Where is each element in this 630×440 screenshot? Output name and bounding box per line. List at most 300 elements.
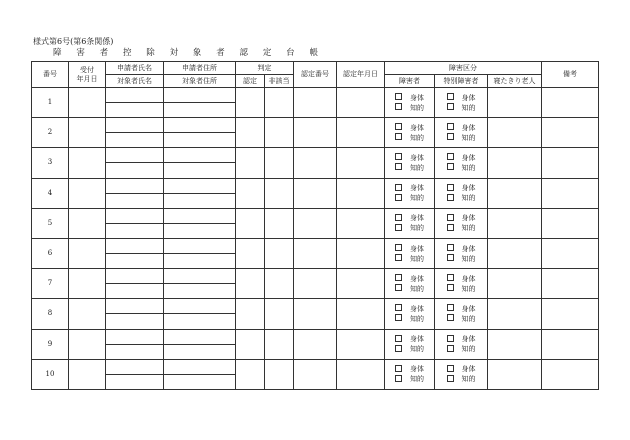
checkbox-square-icon[interactable]	[447, 214, 454, 221]
certified-cell[interactable]	[236, 329, 265, 359]
cert-number-cell[interactable]	[294, 148, 337, 178]
subject-name-field[interactable]	[106, 163, 163, 177]
checkbox-intellectual[interactable]	[435, 284, 487, 294]
header-subject-name: 対象者氏名	[106, 75, 164, 88]
not-applicable-cell[interactable]	[265, 269, 294, 299]
subject-address-field[interactable]	[164, 254, 235, 268]
cert-number-cell[interactable]	[294, 299, 337, 329]
name-cell	[106, 148, 164, 178]
row-number: 7	[32, 269, 69, 299]
subject-name-field[interactable]	[106, 375, 163, 389]
row-number: 9	[32, 329, 69, 359]
checkbox-label: 知的	[461, 163, 476, 172]
checkbox-label: 身体	[461, 214, 476, 223]
table-row	[32, 148, 599, 178]
header-applicant-name: 申請者氏名	[106, 62, 164, 75]
title-char: 者	[216, 48, 225, 58]
cert-number-cell[interactable]	[294, 208, 337, 238]
name-cell	[106, 208, 164, 238]
header-disability-class: 障害区分	[385, 62, 542, 75]
checkbox-intellectual[interactable]	[385, 314, 434, 324]
checkbox-physical[interactable]	[385, 304, 434, 314]
applicant-address-field[interactable]	[164, 179, 235, 194]
applicant-address-field[interactable]	[164, 88, 235, 103]
cert-date-cell[interactable]	[337, 359, 385, 389]
address-cell	[164, 269, 236, 299]
checkbox-label: 身体	[410, 214, 424, 223]
subject-address-field[interactable]	[164, 163, 235, 177]
checkbox-physical[interactable]	[435, 123, 487, 133]
name-cell	[106, 238, 164, 268]
applicant-name-field[interactable]	[106, 269, 163, 284]
checkbox-square-icon[interactable]	[395, 365, 402, 372]
title-char: 認	[239, 48, 249, 58]
bedridden-cell[interactable]	[488, 208, 542, 238]
applicant-name-field[interactable]	[106, 179, 163, 194]
certified-cell[interactable]	[236, 359, 265, 389]
header-bedridden: 寝たきり老人	[488, 75, 542, 88]
applicant-name-field[interactable]	[106, 148, 163, 163]
address-cell	[164, 299, 236, 329]
checkbox-square-icon[interactable]	[447, 163, 454, 170]
address-cell	[164, 208, 236, 238]
name-cell	[106, 299, 164, 329]
row-number: 2	[32, 118, 69, 148]
subject-name-field[interactable]	[106, 103, 163, 117]
checkbox-square-icon[interactable]	[395, 184, 402, 191]
cert-date-cell[interactable]	[337, 299, 385, 329]
cert-date-cell[interactable]	[337, 88, 385, 118]
checkbox-square-icon[interactable]	[447, 345, 454, 352]
checkbox-label: 身体	[410, 244, 424, 253]
checkbox-square-icon[interactable]	[447, 194, 454, 201]
row-number: 1	[32, 88, 69, 118]
checkbox-label: 知的	[410, 314, 424, 323]
checkbox-label: 知的	[410, 375, 424, 384]
subject-address-field[interactable]	[164, 345, 235, 359]
row-number: 5	[32, 208, 69, 238]
checkbox-label: 身体	[410, 335, 424, 344]
not-applicable-cell[interactable]	[265, 238, 294, 268]
received-date-cell[interactable]	[69, 178, 106, 208]
subject-address-field[interactable]	[164, 133, 235, 147]
received-date-cell[interactable]	[69, 269, 106, 299]
checkbox-square-icon[interactable]	[395, 335, 402, 342]
checkbox-intellectual[interactable]	[435, 103, 487, 113]
checkbox-square-icon[interactable]	[395, 194, 402, 201]
remarks-cell[interactable]	[542, 329, 599, 359]
subject-name-field[interactable]	[106, 345, 163, 359]
subject-name-field[interactable]	[106, 194, 163, 208]
checkbox-square-icon[interactable]	[447, 254, 454, 261]
subject-address-field[interactable]	[164, 103, 235, 117]
received-date-cell[interactable]	[69, 208, 106, 238]
table-row	[32, 208, 599, 238]
special-disabled-check-cell	[435, 299, 488, 329]
checkbox-square-icon[interactable]	[447, 153, 454, 160]
subject-address-field[interactable]	[164, 314, 235, 328]
checkbox-intellectual[interactable]	[435, 223, 487, 233]
checkbox-physical[interactable]	[385, 213, 434, 223]
checkbox-square-icon[interactable]	[447, 93, 454, 100]
checkbox-label: 知的	[410, 284, 424, 293]
cert-date-cell[interactable]	[337, 269, 385, 299]
header-number: 番号	[32, 62, 69, 88]
checkbox-square-icon[interactable]	[395, 254, 402, 261]
table-row	[32, 118, 599, 148]
subject-name-field[interactable]	[106, 314, 163, 328]
checkbox-intellectual[interactable]	[435, 314, 487, 324]
name-cell	[106, 118, 164, 148]
checkbox-label: 身体	[461, 335, 476, 344]
applicant-name-field[interactable]	[106, 239, 163, 254]
subject-name-field[interactable]	[106, 224, 163, 238]
table-row	[32, 329, 599, 359]
checkbox-intellectual[interactable]	[435, 374, 487, 384]
checkbox-intellectual[interactable]	[435, 133, 487, 143]
name-cell	[106, 269, 164, 299]
address-cell	[164, 329, 236, 359]
special-disabled-check-cell	[435, 208, 488, 238]
checkbox-label: 知的	[461, 375, 476, 384]
checkbox-label: 身体	[410, 123, 424, 132]
checkbox-square-icon[interactable]	[395, 284, 402, 291]
checkbox-physical[interactable]	[385, 274, 434, 284]
received-date-cell[interactable]	[69, 329, 106, 359]
checkbox-square-icon[interactable]	[395, 93, 402, 100]
cert-number-cell[interactable]	[294, 178, 337, 208]
table-row	[32, 178, 599, 208]
checkbox-physical[interactable]	[385, 244, 434, 254]
checkbox-square-icon[interactable]	[447, 304, 454, 311]
checkbox-square-icon[interactable]	[395, 345, 402, 352]
remarks-cell[interactable]	[542, 238, 599, 268]
checkbox-square-icon[interactable]	[447, 133, 454, 140]
cert-date-cell[interactable]	[337, 329, 385, 359]
checkbox-label: 身体	[461, 244, 476, 253]
checkbox-physical[interactable]	[435, 153, 487, 163]
row-number: 4	[32, 178, 69, 208]
name-cell	[106, 178, 164, 208]
special-disabled-check-cell	[435, 148, 488, 178]
applicant-address-field[interactable]	[164, 269, 235, 284]
checkbox-label: 知的	[410, 103, 424, 112]
received-date-cell[interactable]	[69, 299, 106, 329]
checkbox-physical[interactable]	[435, 304, 487, 314]
checkbox-label: 身体	[410, 274, 424, 283]
ledger-table	[31, 61, 599, 390]
checkbox-label: 知的	[410, 163, 424, 172]
not-applicable-cell[interactable]	[265, 359, 294, 389]
checkbox-label: 知的	[461, 314, 476, 323]
subject-name-field[interactable]	[106, 284, 163, 298]
remarks-cell[interactable]	[542, 178, 599, 208]
title-char: 帳	[309, 48, 318, 58]
cert-number-cell[interactable]	[294, 238, 337, 268]
checkbox-intellectual[interactable]	[435, 254, 487, 264]
received-date-cell[interactable]	[69, 88, 106, 118]
cert-number-cell[interactable]	[294, 118, 337, 148]
subject-address-field[interactable]	[164, 375, 235, 389]
name-cell	[106, 329, 164, 359]
checkbox-square-icon[interactable]	[395, 103, 402, 110]
not-applicable-cell[interactable]	[265, 148, 294, 178]
disabled-check-cell	[385, 329, 435, 359]
cert-date-cell[interactable]	[337, 208, 385, 238]
applicant-name-field[interactable]	[106, 330, 163, 345]
checkbox-square-icon[interactable]	[395, 133, 402, 140]
special-disabled-check-cell	[435, 329, 488, 359]
checkbox-label: 知的	[461, 103, 476, 112]
certified-cell[interactable]	[236, 148, 265, 178]
certified-cell[interactable]	[236, 238, 265, 268]
bedridden-cell[interactable]	[488, 178, 542, 208]
remarks-cell[interactable]	[542, 148, 599, 178]
checkbox-label: 知的	[461, 133, 476, 142]
table-row	[32, 238, 599, 268]
certified-cell[interactable]	[236, 178, 265, 208]
checkbox-intellectual[interactable]	[385, 163, 434, 173]
checkbox-physical[interactable]	[385, 153, 434, 163]
bedridden-cell[interactable]	[488, 148, 542, 178]
not-applicable-cell[interactable]	[265, 118, 294, 148]
certified-cell[interactable]	[236, 299, 265, 329]
checkbox-label: 知的	[410, 194, 424, 203]
table-row	[32, 299, 599, 329]
checkbox-label: 身体	[461, 123, 476, 132]
checkbox-physical[interactable]	[385, 183, 434, 193]
checkbox-label: 身体	[410, 365, 424, 374]
checkbox-intellectual[interactable]	[435, 344, 487, 354]
title-char: 障	[53, 48, 62, 58]
checkbox-label: 知的	[461, 194, 476, 203]
checkbox-intellectual[interactable]	[435, 163, 487, 173]
checkbox-label: 知的	[461, 254, 476, 263]
header-remarks: 備考	[542, 62, 599, 88]
cert-date-cell[interactable]	[337, 238, 385, 268]
bedridden-cell[interactable]	[488, 88, 542, 118]
checkbox-label: 身体	[461, 153, 476, 162]
checkbox-square-icon[interactable]	[395, 163, 402, 170]
checkbox-label: 身体	[461, 93, 476, 102]
address-cell	[164, 88, 236, 118]
certified-cell[interactable]	[236, 208, 265, 238]
checkbox-label: 知的	[461, 345, 476, 354]
checkbox-label: 身体	[410, 93, 424, 102]
applicant-address-field[interactable]	[164, 360, 235, 375]
not-applicable-cell[interactable]	[265, 88, 294, 118]
subject-name-field[interactable]	[106, 133, 163, 147]
header-certified: 認定	[236, 75, 265, 88]
address-cell	[164, 148, 236, 178]
remarks-cell[interactable]	[542, 118, 599, 148]
checkbox-square-icon[interactable]	[447, 224, 454, 231]
cert-number-cell[interactable]	[294, 359, 337, 389]
checkbox-square-icon[interactable]	[447, 123, 454, 130]
received-date-cell[interactable]	[69, 238, 106, 268]
checkbox-square-icon[interactable]	[395, 224, 402, 231]
checkbox-label: 身体	[410, 184, 424, 193]
title-char: 対	[169, 48, 179, 58]
disabled-check-cell	[385, 88, 435, 118]
checkbox-square-icon[interactable]	[447, 335, 454, 342]
applicant-address-field[interactable]	[164, 239, 235, 254]
checkbox-physical[interactable]	[385, 93, 434, 103]
applicant-address-field[interactable]	[164, 118, 235, 133]
checkbox-label: 身体	[410, 153, 424, 162]
not-applicable-cell[interactable]	[265, 208, 294, 238]
disabled-check-cell	[385, 238, 435, 268]
checkbox-label: 知的	[461, 224, 476, 233]
checkbox-label: 知的	[410, 345, 424, 354]
checkbox-square-icon[interactable]	[447, 284, 454, 291]
checkbox-physical[interactable]	[385, 334, 434, 344]
received-date-cell[interactable]	[69, 359, 106, 389]
applicant-name-field[interactable]	[106, 209, 163, 224]
checkbox-intellectual[interactable]	[385, 374, 434, 384]
title-char: 台	[286, 48, 295, 58]
remarks-cell[interactable]	[542, 299, 599, 329]
not-applicable-cell[interactable]	[265, 329, 294, 359]
address-cell	[164, 118, 236, 148]
not-applicable-cell[interactable]	[265, 299, 294, 329]
checkbox-square-icon[interactable]	[447, 375, 454, 382]
row-number: 8	[32, 299, 69, 329]
row-number: 10	[32, 359, 69, 389]
checkbox-square-icon[interactable]	[447, 244, 454, 251]
special-disabled-check-cell	[435, 118, 488, 148]
applicant-address-field[interactable]	[164, 299, 235, 314]
checkbox-intellectual[interactable]	[385, 133, 434, 143]
cert-date-cell[interactable]	[337, 148, 385, 178]
checkbox-square-icon[interactable]	[395, 314, 402, 321]
certified-cell[interactable]	[236, 88, 265, 118]
applicant-name-field[interactable]	[106, 88, 163, 103]
header-cert-date: 認定年月日	[337, 62, 385, 88]
checkbox-physical[interactable]	[435, 274, 487, 284]
checkbox-physical[interactable]	[435, 334, 487, 344]
checkbox-square-icon[interactable]	[395, 304, 402, 311]
applicant-name-field[interactable]	[106, 299, 163, 314]
checkbox-physical[interactable]	[385, 364, 434, 374]
cert-number-cell[interactable]	[294, 269, 337, 299]
title-char: 象	[192, 48, 202, 58]
special-disabled-check-cell	[435, 238, 488, 268]
checkbox-label: 知的	[461, 284, 476, 293]
header-received-line2: 年月日	[76, 74, 98, 83]
table-row	[32, 359, 599, 389]
header-applicant-address: 申請者住所	[164, 62, 236, 75]
cert-date-cell[interactable]	[337, 118, 385, 148]
cert-number-cell[interactable]	[294, 88, 337, 118]
checkbox-intellectual[interactable]	[385, 103, 434, 113]
not-applicable-cell[interactable]	[265, 178, 294, 208]
special-disabled-check-cell	[435, 88, 488, 118]
row-number: 3	[32, 148, 69, 178]
applicant-name-field[interactable]	[106, 118, 163, 133]
disabled-check-cell	[385, 299, 435, 329]
applicant-address-field[interactable]	[164, 148, 235, 163]
remarks-cell[interactable]	[542, 88, 599, 118]
checkbox-physical[interactable]	[435, 244, 487, 254]
disabled-check-cell	[385, 178, 435, 208]
checkbox-physical[interactable]	[435, 364, 487, 374]
applicant-name-field[interactable]	[106, 360, 163, 375]
title-char: 者	[99, 48, 109, 58]
checkbox-intellectual[interactable]	[385, 344, 434, 354]
bedridden-cell[interactable]	[488, 269, 542, 299]
title-char: 除	[146, 48, 155, 58]
address-cell	[164, 178, 236, 208]
checkbox-square-icon[interactable]	[447, 184, 454, 191]
checkbox-label: 身体	[461, 304, 476, 313]
checkbox-intellectual[interactable]	[385, 254, 434, 264]
disabled-check-cell	[385, 118, 435, 148]
subject-address-field[interactable]	[164, 224, 235, 238]
checkbox-label: 身体	[461, 274, 476, 283]
document-title	[53, 47, 318, 59]
checkbox-square-icon[interactable]	[447, 314, 454, 321]
remarks-cell[interactable]	[542, 208, 599, 238]
subject-name-field[interactable]	[106, 254, 163, 268]
received-date-cell[interactable]	[69, 148, 106, 178]
disabled-check-cell	[385, 269, 435, 299]
checkbox-physical[interactable]	[435, 213, 487, 223]
certified-cell[interactable]	[236, 118, 265, 148]
bedridden-cell[interactable]	[488, 238, 542, 268]
checkbox-intellectual[interactable]	[385, 284, 434, 294]
checkbox-label: 身体	[461, 184, 476, 193]
checkbox-square-icon[interactable]	[395, 153, 402, 160]
checkbox-label: 知的	[410, 224, 424, 233]
checkbox-square-icon[interactable]	[395, 123, 402, 130]
checkbox-physical[interactable]	[435, 93, 487, 103]
bedridden-cell[interactable]	[488, 359, 542, 389]
subject-address-field[interactable]	[164, 284, 235, 298]
applicant-address-field[interactable]	[164, 330, 235, 345]
checkbox-square-icon[interactable]	[447, 274, 454, 281]
form-code: 様式第6号(第6条関係)	[33, 37, 114, 46]
cert-date-cell[interactable]	[337, 178, 385, 208]
name-cell	[106, 359, 164, 389]
subject-address-field[interactable]	[164, 194, 235, 208]
checkbox-intellectual[interactable]	[385, 223, 434, 233]
checkbox-square-icon[interactable]	[395, 375, 402, 382]
checkbox-square-icon[interactable]	[395, 244, 402, 251]
checkbox-label: 知的	[410, 254, 424, 263]
certified-cell[interactable]	[236, 269, 265, 299]
checkbox-square-icon[interactable]	[395, 214, 402, 221]
checkbox-square-icon[interactable]	[447, 365, 454, 372]
title-char: 害	[76, 48, 85, 58]
checkbox-square-icon[interactable]	[447, 103, 454, 110]
remarks-cell[interactable]	[542, 269, 599, 299]
applicant-address-field[interactable]	[164, 209, 235, 224]
received-date-cell[interactable]	[69, 118, 106, 148]
cert-number-cell[interactable]	[294, 329, 337, 359]
bedridden-cell[interactable]	[488, 118, 542, 148]
checkbox-square-icon[interactable]	[395, 274, 402, 281]
bedridden-cell[interactable]	[488, 299, 542, 329]
remarks-cell[interactable]	[542, 359, 599, 389]
header-cert-number: 認定番号	[294, 62, 337, 88]
checkbox-label: 身体	[410, 304, 424, 313]
bedridden-cell[interactable]	[488, 329, 542, 359]
checkbox-intellectual[interactable]	[385, 193, 434, 203]
checkbox-physical[interactable]	[385, 123, 434, 133]
checkbox-intellectual[interactable]	[435, 193, 487, 203]
checkbox-physical[interactable]	[435, 183, 487, 193]
